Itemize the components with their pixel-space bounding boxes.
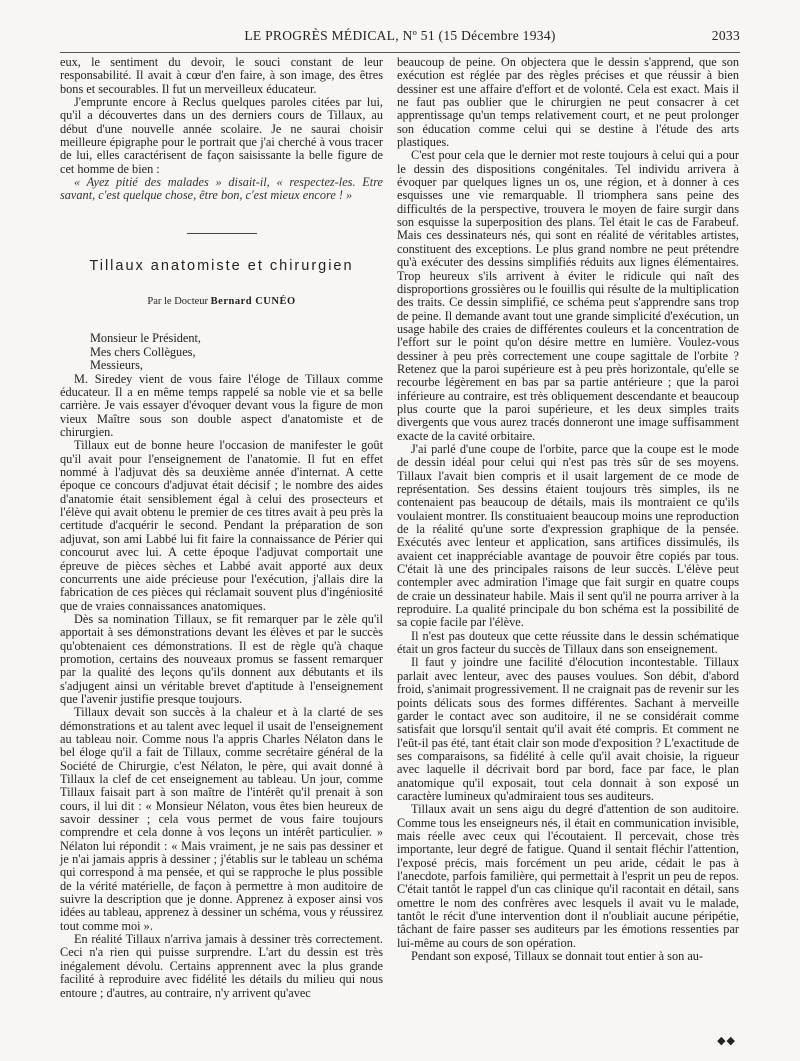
right-column <box>397 56 739 963</box>
salutation-line: Monsieur le Président, <box>90 331 201 346</box>
byline-prefix: Par le Docteur <box>147 296 209 308</box>
section-separator <box>187 233 257 234</box>
salutation <box>90 332 383 372</box>
paragraph: Pendant son exposé, Tillaux se donnait tout entier à son au- <box>411 949 704 964</box>
running-header <box>60 28 740 48</box>
paragraph: Il n'est pas douteux que cette réussite dans le dessin schématique était un gros facteur du succès de Tillaux dans son enseignement. <box>397 628 739 657</box>
paragraph: M. Siredey vient de vous faire l'éloge de Tillaux comme éducateur. Il a en même temps rappelé sa noble vie et sa belle carrière. Je vais essayer d'évoquer devant vous la figure de mon vieux Maître sous son double aspect d'anatomiste et de chirurgien. <box>60 371 383 440</box>
paragraph: Tillaux eut de bonne heure l'occasion de manifester le goût qu'il avait pour l'enseignement de l'anatomie. Il fut en effet nommé à l'adjuvat dès sa deuxième année d'internat. A cette époque ce concours d'adjuvat était décisif ; le nombre des aides d'anatomie était sensiblement égal à celui des prosecteurs et l'élève qui avait obtenu le premier de ces titres avait à peu près la certitude d'acquérir le second. Pendant la préparation de son adjuvat, son ami Labbé lui fit faire la connaissance de Périer qui concourut avec lui. A cette époque l'adjuvat comportait une épreuve de pièces sèches et Labbé avait apporté aux deux concurrents une aide précieuse pour l'exécution, j'allais dire la fabrication de ces pièces qui réclamait souvent plus d'ingéniosité que de vraies connaissances anatomiques. <box>60 438 383 613</box>
paragraph: Il faut y joindre une facilité d'élocution incontestable. Tillaux parlait avec lenteur, avec des pauses voulues. Son débit, d'abord froid, s'animait progressivement. Il ne craignait pas de revenir sur les points délicats sous des formes différentes. Sachant à merveille garder le contact avec son auditoire, il ne se considérait comme satisfait que lorsqu'il sentait qu'il avait été compris. Et comment ne l'eût-il pas été, tant était clair son mode d'exposition ? L'exactitude de ses comparaisons, sa fidélité à celle qu'il avait choisie, la rigueur avec laquelle il décrivait bord par bord, face par face, le plan anatomique qu'il exposait, tout cela donnait à son exposé un caractère lumineux qu'admiraient tous ses auditeurs. <box>397 655 739 803</box>
paragraph: beaucoup de peine. On objectera que le dessin s'apprend, que son exécution est réglée par des règles précises et que réussir à bien dessiner est une affaire d'effort et de volonté. Cela est exact. Mais il ne faut pas oublier que le chirurgien ne peut consacrer à cet apprentissage qu'un temps relativement court, et ne peut prolonger son éducation comme celui qui se destine à l'étude des arts plastiques. <box>397 55 739 150</box>
paragraph: En réalité Tillaux n'arriva jamais à dessiner très correctement. Ceci n'a rien qui puisse surprendre. L'art du dessin est très inégalement dévolu. Certains apprennent avec la plus grande facilité à reproduire avec fidélité les détails du milieu qui nous entoure ; d'autres, au contraire, n'y arrivent qu'avec <box>60 932 383 1000</box>
paragraph: Tillaux avait un sens aigu du degré d'attention de son auditoire. Comme tous les enseigneurs nés, il était en communication invisible, mais réelle avec ceux qui l'écoutaient. Il percevait, chose très importante, leur degré de fatigue. Quand il sentait fléchir l'attention, l'exposé précis, mais forcément un peu aride, cédait le pas à l'anecdote, parfois familière, qui permettait à l'esprit un peu de repos. C'était tantôt le rappel d'un cas clinique qu'il racontait en détail, sans omettre le nom des confrères avec lesquels il avait vu le malade, tantôt le récit d'une intervention dont il n'oubliait aucune péripétie, tâchant de faire passer ses auditeurs par les émotions ressenties par lui-même au cours de son opération. <box>397 802 739 950</box>
salutation-line: Messieurs, <box>90 358 143 373</box>
header-rule <box>60 52 740 53</box>
journal-title: LE PROGRÈS MÉDICAL, Nº 51 (15 Décembre 1934) <box>244 28 556 43</box>
left-column <box>60 56 383 1000</box>
ornament-icon: ◆◆ <box>717 1035 736 1047</box>
page-number: 2033 <box>711 28 740 43</box>
byline <box>60 295 383 308</box>
paragraph: eux, le sentiment du devoir, le souci constant de leur responsabilité. Il avait à cœur d'en faire, à son image, des êtres bons et secourables. Il fut un merveilleux éducateur. <box>60 55 383 96</box>
quote: « Ayez pitié des malades » disait-il, « respectez-les. Etre savant, c'est quelque chose, être bon, c'est mieux encore ! » <box>60 175 383 203</box>
article-title: Tillaux anatomiste et chirurgien <box>89 257 354 274</box>
paragraph: J'emprunte encore à Reclus quelques paroles citées par lui, qu'il a découvertes dans un des derniers cours de Tillaux, au début d'une nouvelle année scolaire. Je ne saurai choisir meilleure épigraphe pour le portrait que j'ai cherché à vous tracer de lui, elles caractérisent de façon saisissante la belle figure de cet homme de bien : <box>60 95 383 176</box>
salutation-line: Mes chers Collègues, <box>90 344 196 359</box>
paragraph: C'est pour cela que le dernier mot reste toujours à celui qui a pour le dessin des dispositions congénitales. Tel individu arrivera à évoquer par quelques lignes un os, une région, et à donner à ces esquisses une vie remarquable. Il triomphera sans peine des difficultés de la perspective, trouvera le moyen de faire surgir dans son esquisse la superposition des plans. Tel était le cas de Farabeuf. Mais ces dessinateurs nés, qui sont en réalité de véritables artistes, constituent des exceptions. Le plus grand nombre ne peut prétendre qu'à exécuter des dessins simplifiés réduits aux lignes élémentaires. Trop heureux s'ils arrivent à éviter le ridicule qui naît des disproportions grossières ou le fouillis qui résulte de la multiplication des traits. Ce dessin simplifié, ce schéma peut s'apprendre sans trop de peine. Il demande avant tout une grande simplicité d'exécution, un usage habile des craies de différentes couleurs et la concentration de l'effort sur le point qu'on désire mettre en lumière. Voulez-vous dessiner à peu près correctement une coupe sagittale de l'orbite ? Retenez que la paroi supérieure est à peu près horizontale, qu'elle se recourbe légèrement en bas par sa partie antérieure ; que la paroi inférieure au contraire, est très obliquement descendante et beaucoup plus courte que la paroi supérieure, et les deux simples traits divergents que vous aurez tracés donneront une image suffisamment exacte de la cavité orbitaire. <box>397 148 739 443</box>
paragraph: J'ai parlé d'une coupe de l'orbite, parce que la coupe est le mode de dessin idéal pour celui qui n'est pas très sûr de ses moyens. Tillaux l'avait bien compris et il usait largement de ce mode de représentation. Ses dessins étaient toujours très simples, ils ne contenaient pas beaucoup de détails, mais ils montraient ce qu'ils voulaient montrer. Ils constituaient beaucoup moins une reproduction de la réalité qu'une sorte d'expression graphique de la pensée. Exécutés avec lenteur et application, sans artifices dissimulés, ils avaient cet inappréciable avantage de pouvoir être copiés par tous. C'était là une des principales raisons de leur succès. L'élève peut contempler avec admiration l'image que fait surgir en quatre coups de craie un dessinateur habile. Mais il sent qu'il ne pourra arriver à la reproduire. La qualité principale du bon schéma est la possibilité de sa copie facile par l'élève. <box>397 441 739 630</box>
paragraph: Tillaux devait son succès à la chaleur et à la clarté de ses démonstrations et au talent avec lequel il usait de l'enseignement au tableau noir. Comme nous l'a appris Charles Nélaton dans le bel éloge qu'il a fait de Tillaux, comme secrétaire général de la Société de Chirurgie, c'est Nélaton, le père, qui avait donné à Tillaux la clef de cet enseignement au tableau. Un jour, comme Tillaux faisait part à son maître de l'intérêt qu'il prenait à son cours, il lui dit : « Monsieur Nélaton, vous êtes bien heureux de savoir dessiner ; cela vous permet de vous faire toujours comprendre et cela donne à vos leçons un intérêt particulier. » Nélaton lui répondit : « Mais vraiment, je ne sais pas dessiner et je n'ai jamais appris à dessiner ; j'établis sur le tableau un schéma qui correspond à ma pensée, et qui se rapproche le plus possible de la vérité matérielle, de façon à permettre à mon auditoire de suivre la description que je donne. Apprenez à exposer ainsi vos idées au tableau, apprenez à dessiner un schéma, vous y réussirez tout comme moi ». <box>60 705 383 933</box>
paragraph: Dès sa nomination Tillaux, se fit remarquer par le zèle qu'il apportait à ses démonstrations devant les élèves et par le succès qu'obtenaient ces démonstrations. Il est de règle qu'à chaque promotion, certains des nouveaux promus se fassent remarquer par la qualité des leçons qu'ils donnent aux débutants et ils s'adjugent ainsi un véritable brevet d'aptitude à l'enseignement que l'avenir justifie presque toujours. <box>60 611 383 706</box>
author-name: Bernard CUNÉO <box>210 296 296 308</box>
